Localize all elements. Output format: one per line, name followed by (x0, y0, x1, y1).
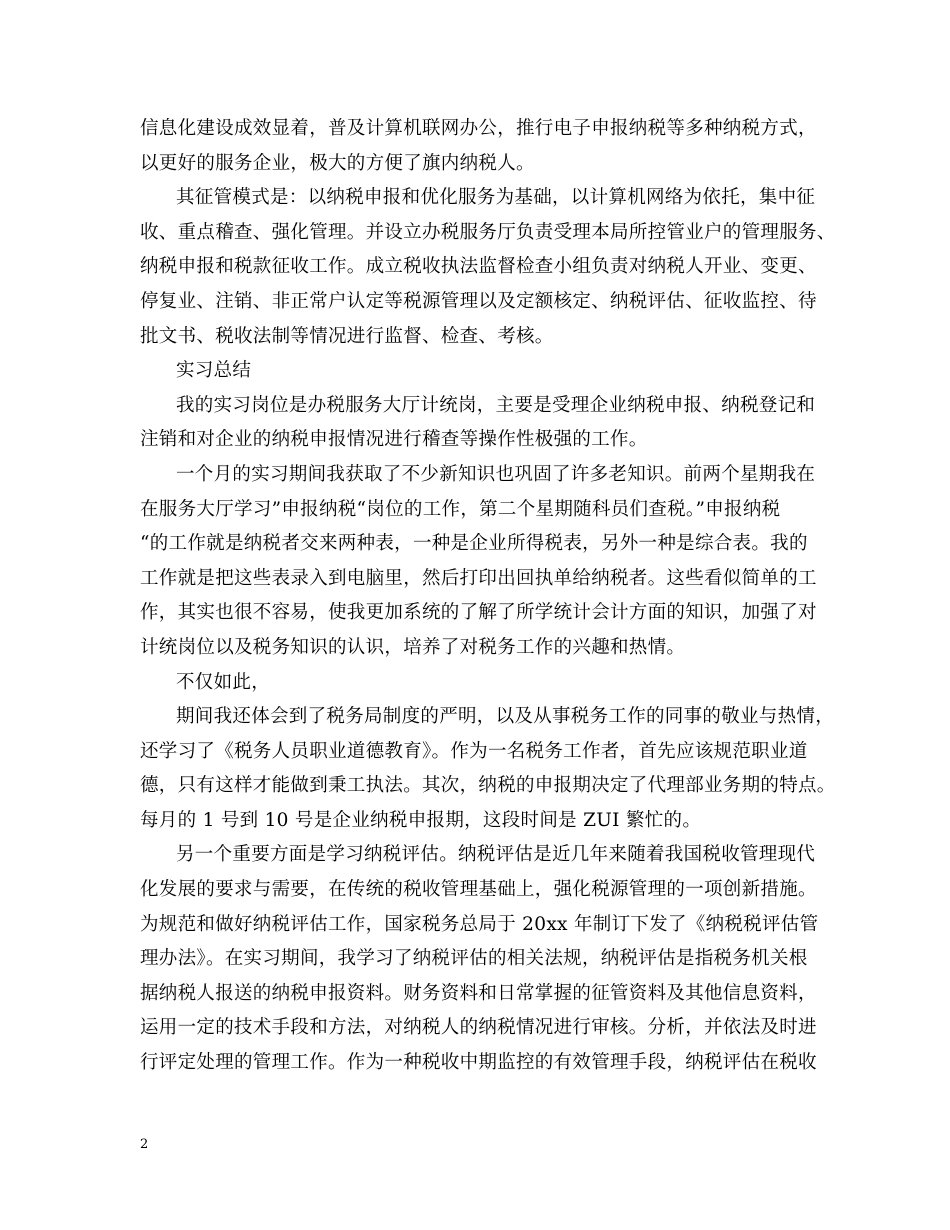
text-line: 纳税申报和税款征收工作。成立税收执法监督检查小组负责对纳税人开业、变更、 (140, 256, 817, 278)
text-line: 为规范和做好纳税评估工作，国家税务总局于 20xx 年制订下发了《纳税税评估管 (140, 913, 819, 935)
text-line: 其征管模式是：以纳税申报和优化服务为基础，以计算机网络为依托，集中征 (176, 187, 816, 209)
text-line: 以更好的服务企业，极大的方便了旗内纳税人。 (140, 152, 535, 174)
text-line: 批文书、税收法制等情况进行监督、检查、考核。 (140, 325, 554, 347)
text-line: 注销和对企业的纳税申报情况进行稽查等操作性极强的工作。 (140, 429, 648, 451)
text-line: 期间我还体会到了税务局制度的严明，以及从事税务工作的同事的敬业与热情， (176, 706, 835, 728)
text-line: 实习总结 (176, 360, 252, 382)
text-line: 德，只有这样才能做到秉工执法。其次，纳税的申报期决定了代理部业务期的特点。 (140, 775, 836, 797)
text-line: 作，其实也很不容易，使我更加系统的了解了所学统计会计方面的知识，加强了对 (140, 602, 817, 624)
text-line: 计统岗位以及税务知识的认识，培养了对税务工作的兴趣和热情。 (140, 636, 686, 658)
document-body (140, 112, 836, 1081)
text-line: 理办法》。在实习期间，我学习了纳税评估的相关法规，纳税评估是指税务机关根 (140, 948, 808, 970)
text-line: 运用一定的技术手段和方法，对纳税人的纳税情况进行审核。分析，并依法及时进 (140, 1017, 817, 1039)
text-line: 每月的 1 号到 10 号是企业纳税申报期，这段时间是 ZUI 繁忙的。 (140, 809, 702, 831)
text-line: 一个月的实习期间我获取了不少新知识也巩固了许多老知识。前两个星期我在 (176, 463, 816, 485)
text-line: 化发展的要求与需要，在传统的税收管理基础上，强化税源管理的一项创新措施。 (140, 879, 817, 901)
text-line: 工作就是把这些表录入到电脑里，然后打印出回执单给纳税者。这些看似简单的工 (140, 567, 817, 589)
text-line: 另一个重要方面是学习纳税评估。纳税评估是近几年来随着我国税收管理现代 (176, 844, 816, 866)
page-number: 2 (140, 1137, 149, 1152)
text-line: 行评定处理的管理工作。作为一种税收中期监控的有效管理手段，纳税评估在税收 (140, 1052, 817, 1074)
text-line: “的工作就是纳税者交来两种表，一种是企业所得税表，另外一种是综合表。我的 (140, 533, 808, 555)
text-line: 收、重点稽查、强化管理。并设立办税服务厅负责受理本局所控管业户的管理服务、 (140, 221, 836, 243)
text-line: 还学习了《税务人员职业道德教育》。作为一名税务工作者，首先应该规范职业道 (140, 740, 808, 762)
text-line: 我的实习岗位是办税服务大厅计统岗，主要是受理企业纳税申报、纳税登记和 (176, 394, 816, 416)
text-line: 不仅如此， (176, 671, 271, 693)
text-line: 停复业、注销、非正常户认定等税源管理以及定额核定、纳税评估、征收监控、待 (140, 290, 817, 312)
text-line: 信息化建设成效显着，普及计算机联网办公，推行电子申报纳税等多种纳税方式， (140, 118, 817, 139)
text-line: 据纳税人报送的纳税申报资料。财务资料和日常掌握的征管资料及其他信息资料， (140, 982, 817, 1004)
text-line: 在服务大厅学习”申报纳税“岗位的工作，第二个星期随科员们查税。”申报纳税 (140, 498, 781, 520)
